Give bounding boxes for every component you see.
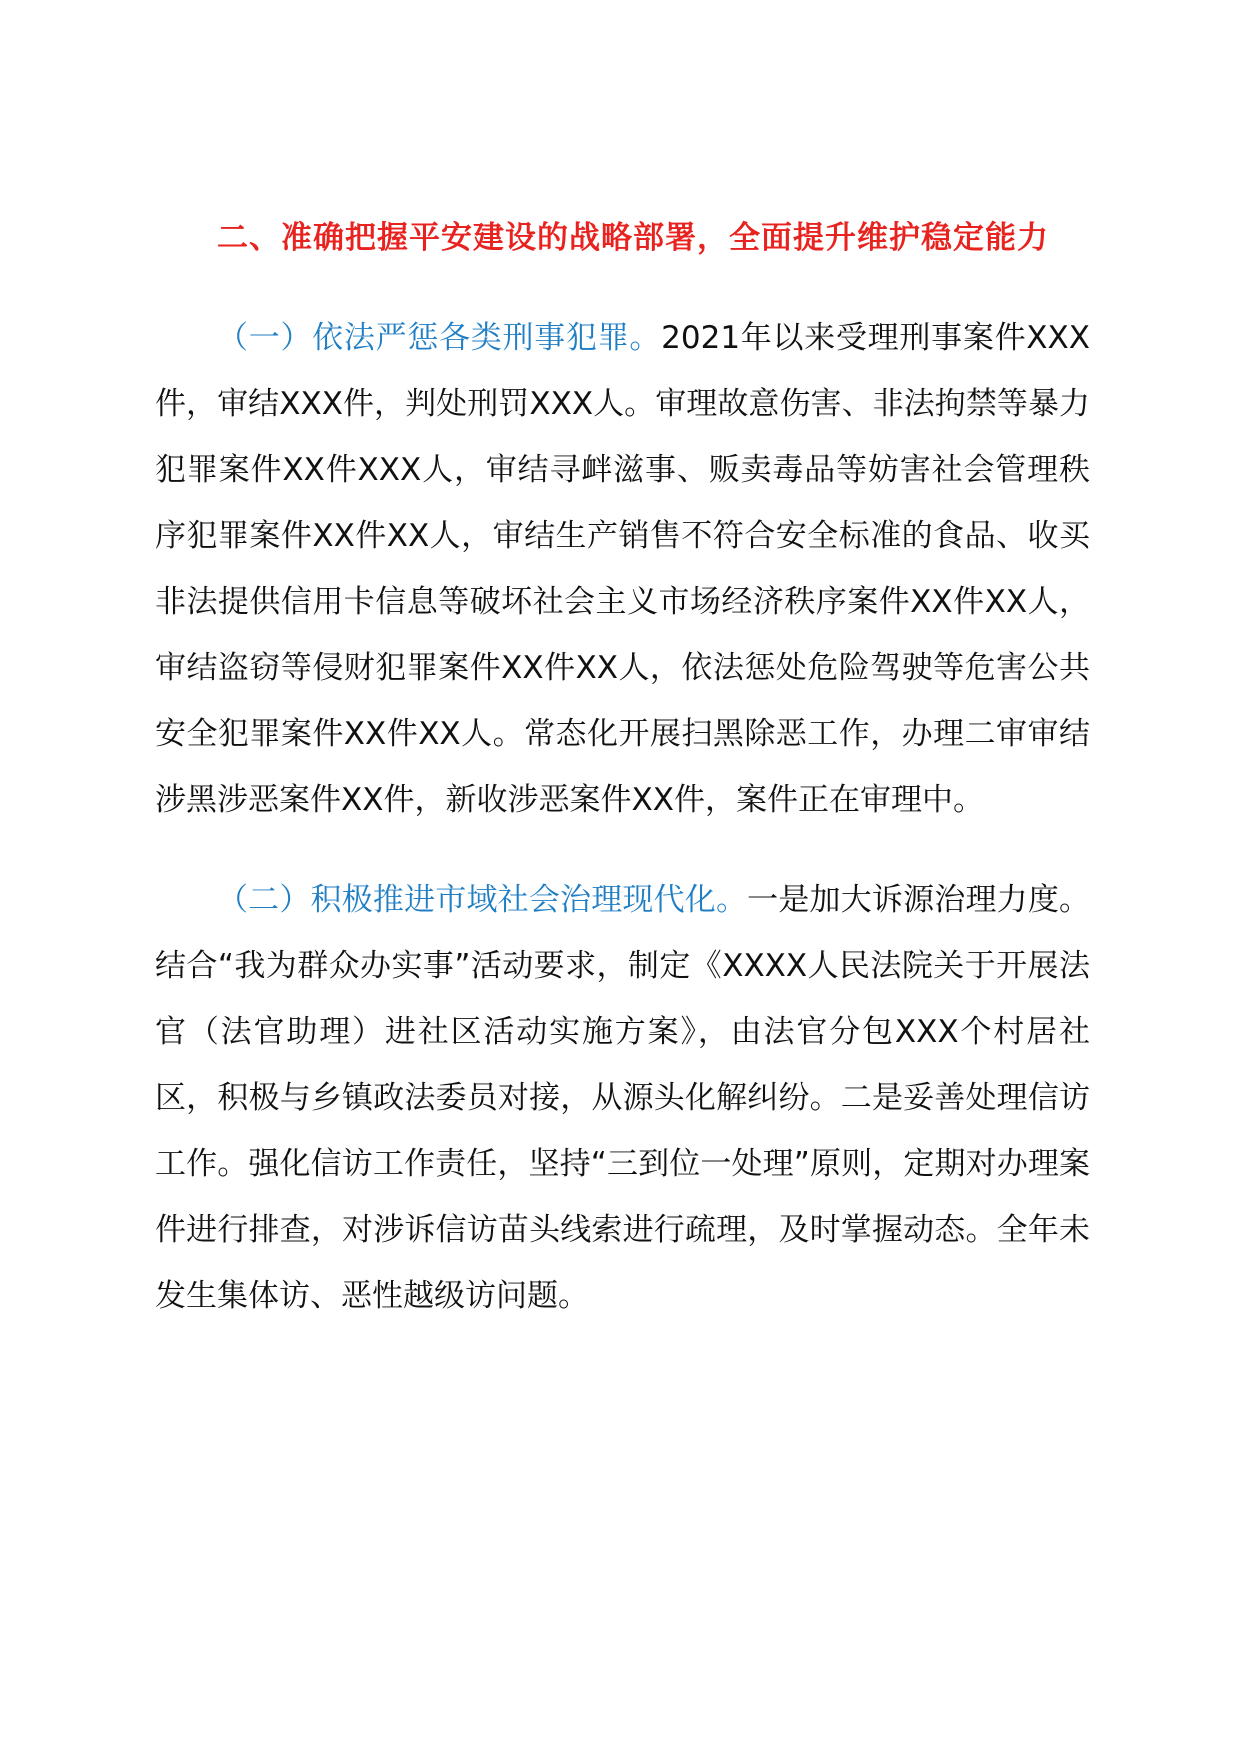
paragraph-text: 2021年以来受理刑事案件XXX件，审结XXX件，判处刑罚XXX人。审理故意伤害、非法拘禁等暴力犯罪案件XX件XXX人，审结寻衅滋事、贩卖毒品等妨害社会管理秩序犯罪案件XX件XX人，审结生产销售不符合安全标准的食品、收买非法提供信用卡信息等破坏社会主义市场经济秩序案件XX件XX人，审结盗窃等侵财犯罪案件XX件XX人，依法惩处危险驾驶等危害公共安全犯罪案件XX件XX人。常态化开展扫黑除恶工作，办理二审审结涉黑涉恶案件XX件，新收涉恶案件XX件，案件正在审理中。 [155, 320, 1091, 818]
paragraph-criminal-cases [155, 305, 1090, 833]
paragraph-title: （二）积极推进市域社会治理现代化。 [217, 882, 748, 918]
document-body [155, 205, 1090, 1329]
paragraph-title: （一）依法严惩各类刑事犯罪。 [217, 320, 662, 356]
paragraph-text: 一是加大诉源治理力度。结合“我为群众办实事”活动要求，制定《XXXX人民法院关于开展法官（法官助理）进社区活动实施方案》，由法官分包XXX个村居社区，积极与乡镇政法委员对接，从源头化解纠纷。二是妥善处理信访工作。强化信访工作责任，坚持“三到位一处理”原则，定期对办理案件进行排查，对涉诉信访苗头线索进行疏理，及时掌握动态。全年未发生集体访、恶性越级访问题。 [155, 882, 1091, 1314]
section-heading: 二、准确把握平安建设的战略部署，全面提升维护稳定能力 [217, 220, 1049, 256]
paragraph-social-governance [155, 867, 1090, 1329]
